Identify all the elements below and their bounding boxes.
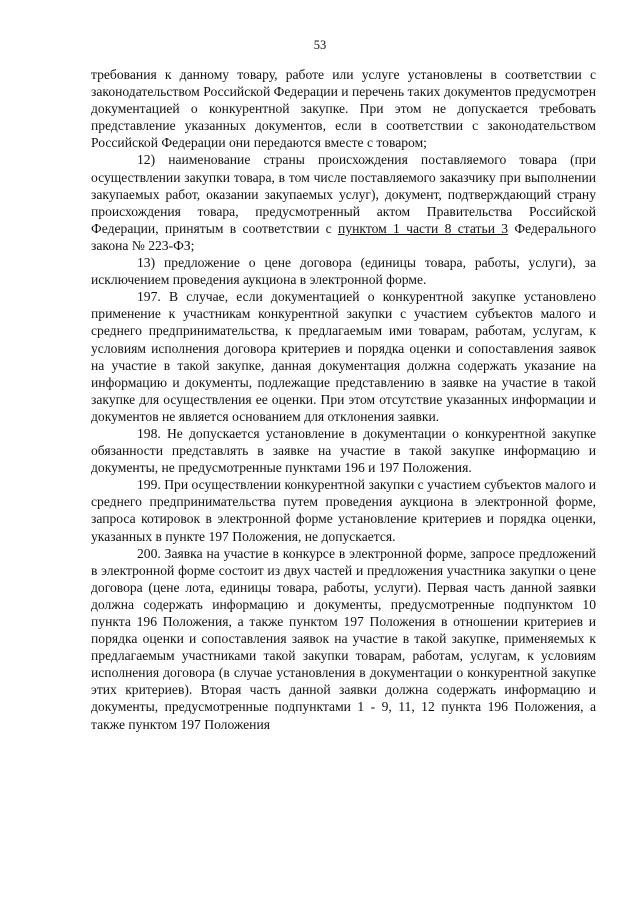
list-item-12-text: 12) наименование страны происхождения поставляемого товара (при осуществлении закупки товара, в том числе поставляемого заказчику при выполнении закупаемых работ, оказании закупаемых услуг), документ, подтверждающий страну происхождения товара, предусмотренный актом Правительства Российской Федерации, принятым в соответствии с (91, 152, 596, 236)
paragraph-198: 198. Не допускается установление в документации о конкурентной закупке обязанности представлять в заявке на участие в такой закупке информацию и документы, не предусмотренные пунктами 196 и 197 Положения. (91, 425, 596, 476)
page-number: 53 (313, 38, 327, 52)
law-reference-link[interactable]: пунктом 1 части 8 статьи 3 (338, 220, 509, 236)
list-item-12 (91, 151, 596, 254)
paragraph-200: 200. Заявка на участие в конкурсе в электронной форме, запросе предложений в электронной форме состоит из двух частей и предложения участника закупки о цене договора (цене лота, единицы товара, работы, услуги). Первая часть данной заявки должна содержать информацию и документы, предусмотренные подпунктом 10 пункта 196 Положения, а также пунктом 197 Положения в отношении критериев и порядка оценки и сопоставления заявок на участие в такой закупке, применяемых к предлагаемым участниками такой закупки товарам, работам, услугам, к условиям исполнения договора (в случае установления в документации о конкурентной закупке этих критериев). Вторая часть данной заявки должна содержать информацию и документы, предусмотренные подпунктами 1 - 9, 11, 12 пункта 196 Положения, а также пунктом 197 Положения (91, 545, 596, 732)
document-body (91, 66, 596, 733)
list-item-13: 13) предложение о цене договора (единицы товара, работы, услуги), за исключением проведения аукциона в электронной форме. (91, 255, 596, 288)
list-item-12-tail: Федерального закона № 223-ФЗ; (91, 220, 597, 253)
paragraph-199: 199. При осуществлении конкурентной закупки с участием субъектов малого и среднего предпринимательства путем проведения аукциона в электронной форме, запроса котировок в электронной форме установление критериев и порядка оценки, указанных в пункте 197 Положения, не допускается. (91, 477, 596, 544)
paragraph-197: 197. В случае, если документацией о конкурентной закупке установлено применение к участникам конкурентной закупки с участием субъектов малого и среднего предпринимательства, к предлагаемым ими товарам, работам, услугам, к условиям исполнения договора критериев и порядка оценки и сопоставления заявок на участие в такой закупке, данная документация должна содержать указание на информацию и документы, подлежащие представлению в заявке на участие в такой закупке для осуществления ее оценки. При этом отсутствие указанных информации и документов не является основанием для отклонения заявки. (91, 289, 596, 424)
paragraph-continuation: требования к данному товару, работе или услуге установлены в соответствии с законодательством Российской Федерации и перечень таких документов предусмотрен документацией о конкурентной закупке. При этом не допускается требовать представление указанных документов, если в соответствии с законодательством Российской Федерации они передаются вместе с товаром; (91, 67, 596, 151)
